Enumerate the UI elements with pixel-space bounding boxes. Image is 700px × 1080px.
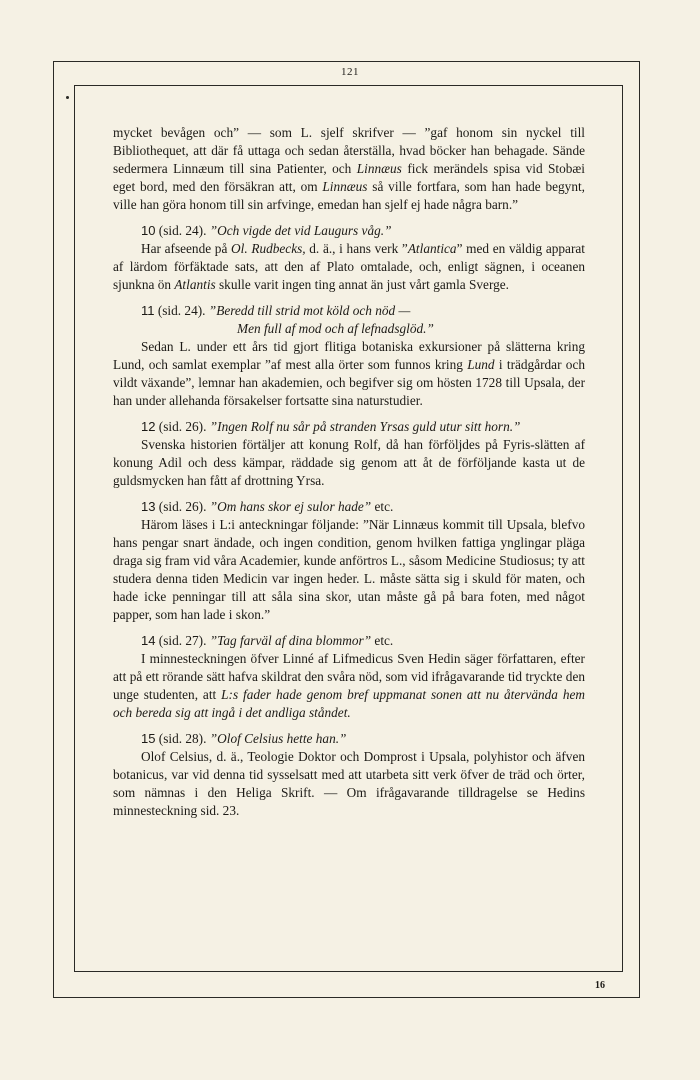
- note-body: [113, 516, 585, 624]
- text-run: fick merändels spisa vid Stobæi eget bord, med den försäkran att, om: [113, 161, 585, 194]
- note-number: 14: [141, 633, 156, 648]
- text-run: Har afseende på: [141, 241, 232, 256]
- note-number: 10: [141, 223, 156, 238]
- note-quote: ”Om hans skor ej sulor hade”: [209, 499, 372, 514]
- note-quote: ”Beredd till strid mot köld och nöd —: [208, 303, 411, 318]
- note-body: [113, 240, 585, 294]
- signature-mark: 16: [595, 980, 605, 991]
- note-entry: [113, 498, 585, 624]
- text-run: Svenska historien förtäljer att konung Rolf, då han förföljdes på Fyris-slätten af konung Adil och dess kämpar, räddade sig genom att åt de förföljande kasta ut de guldsmycken han fått af drottning Yrsa.: [113, 437, 585, 488]
- note-quote: ”Olof Celsius hette han.”: [209, 731, 347, 746]
- text-run: mycket bevågen och” — som L. sjelf skrifver — ”gaf honom sin nyckel till Bibliothequet, att där få uttaga och sedan återställa, hvad böcker han behagade. Sände sedermera Linnæum till sina Patienter, och: [113, 125, 585, 176]
- note-heading: [113, 418, 585, 436]
- text-run: I minnesteckningen öfver Linné af Lifmedicus Sven Hedin säger författaren, efter att på ett rörande sätt hafva skildrat den svåra nöd, som vid ifrågavarande tid tryckte den unge studenten, att: [113, 651, 585, 702]
- text-run: d. ä., i hans verk ”: [305, 241, 408, 256]
- note-body: [113, 748, 585, 820]
- note-heading: [113, 730, 585, 748]
- note-reference: (sid. 26).: [155, 499, 210, 514]
- italic-text: Lund: [467, 357, 495, 372]
- note-entry: [113, 418, 585, 490]
- italic-text: Linnæus: [322, 179, 368, 194]
- note-reference: (sid. 24).: [154, 303, 209, 318]
- notes-list: [113, 222, 585, 820]
- italic-text: Linnæus: [356, 161, 402, 176]
- note-reference: (sid. 27).: [155, 633, 210, 648]
- note-heading: [113, 632, 585, 650]
- text-run: skulle varit ingen ting annat än just vårt gamla Sverge.: [215, 277, 510, 292]
- note-entry: [113, 222, 585, 294]
- text-run: Härom läses i L:i anteckningar följande: ”När Linnæus kommit till Upsala, blefvo hans pengar snart ändade, och ingen condition, genom hvilken fattiga ynglingar pläga draga sig fram vid våra Academier, kunde anförtros L., såsom Medicine Studiosus; ty att studera denna tiden Medicin var ingen heder. L. måste sätta sig i skuld för maten, och hade icke penningar till att såla sina skor, utan måste gå på bara foten, med något papper, som han lade i skon.”: [113, 517, 585, 622]
- note-number: 13: [141, 499, 156, 514]
- note-heading: [113, 498, 585, 516]
- note-number: 15: [141, 731, 156, 746]
- italic-text: L:s fader hade genom bref uppmanat sonen att nu återvända hem och bereda sig att ingå i det andliga ståndet.: [113, 687, 585, 720]
- note-reference: (sid. 28).: [155, 731, 210, 746]
- note-heading: [113, 302, 585, 320]
- note-number: 12: [141, 419, 156, 434]
- italic-text: Atlantica: [407, 241, 457, 256]
- note-reference: (sid. 26).: [155, 419, 210, 434]
- quote-suffix: etc.: [371, 499, 394, 514]
- note-heading: [113, 222, 585, 240]
- intro-paragraph: [113, 124, 585, 214]
- ink-speck: [66, 96, 69, 99]
- italic-text: Ol. Rudbecks,: [231, 241, 306, 256]
- italic-text: Atlantis: [174, 277, 216, 292]
- text-run: i trädgårdar och vildt växande”, lemnar han akademien, och begifver sig om hösten 1728 till Upsala, der han under allehanda försakelser fortsatte sina naturstudier.: [113, 357, 586, 408]
- note-body: [113, 436, 585, 490]
- page-number: 121: [341, 66, 359, 78]
- note-entry: [113, 302, 585, 410]
- note-quote: ”Och vigde det vid Laugurs våg.”: [209, 223, 392, 238]
- note-quote: ”Tag farväl af dina blommor”: [209, 633, 372, 648]
- text-run: Sedan L. under ett års tid gjort flitiga botaniska exkursioner på slätterna kring Lund, och samlat exemplar ”af mest alla örter som funnos kring: [113, 339, 585, 372]
- text-run: Olof Celsius, d. ä., Teologie Doktor och Domprost i Upsala, polyhistor och äfven botanicus, var vid denna tid sysselsatt med att utarbeta sitt verk öfver de träd och örter, som nämnas i den Heliga Skrift. — Om ifrågavarande tilldragelse se Hedins minnesteckning sid. 23.: [113, 749, 585, 818]
- text-run: så ville fortfara, som han hade begynt, ville han göra honom till sin arfvinge, emedan han sjelf ej hade några barn.”: [113, 179, 585, 212]
- note-body: [113, 650, 585, 722]
- note-reference: (sid. 24).: [155, 223, 210, 238]
- note-entry: [113, 632, 585, 722]
- quote-suffix: etc.: [371, 633, 394, 648]
- note-entry: [113, 730, 585, 820]
- page-body: [113, 124, 585, 820]
- note-quote: ”Ingen Rolf nu sår på stranden Yrsas guld utur sitt horn.”: [209, 419, 521, 434]
- note-quote-continued: Men full af mod och af lefnadsglöd.”: [237, 321, 434, 336]
- note-body: [113, 338, 585, 410]
- note-number: 11: [141, 303, 155, 318]
- text-run: ” med en väldig apparat af lärdom förfäktade sats, att den af Plato omtalade, och, enligt sägnen, i oceanen sjunkna ön: [113, 241, 585, 292]
